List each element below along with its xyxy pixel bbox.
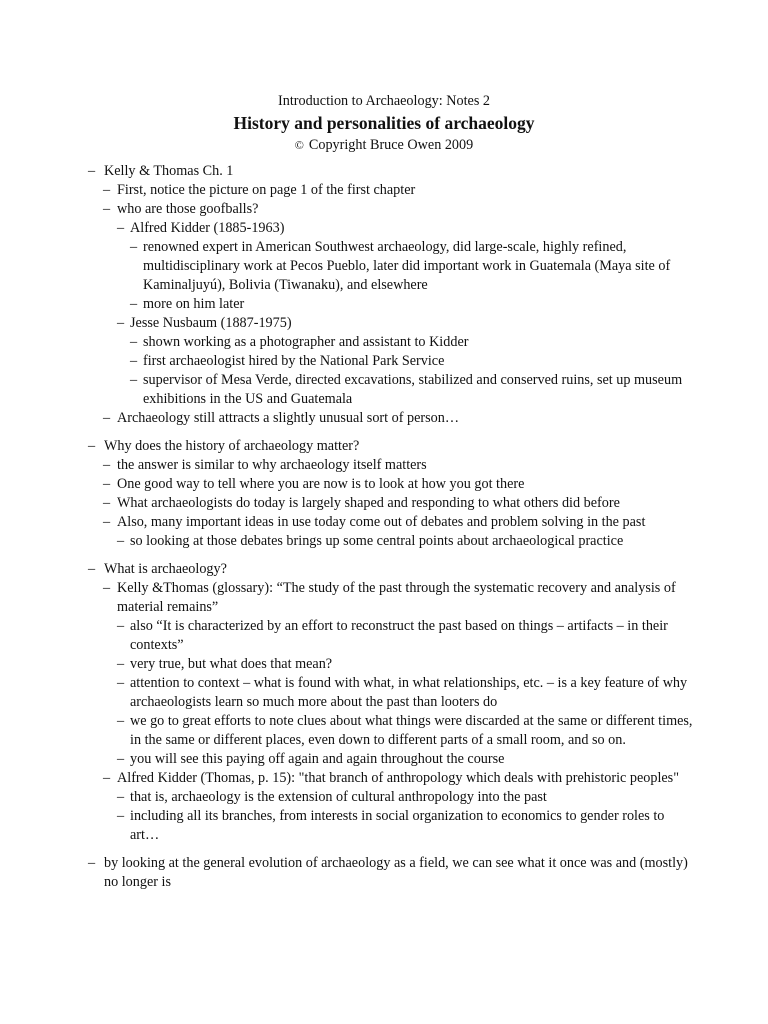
- outline-item: [0, 238, 768, 295]
- bullet-dash: –: [88, 438, 96, 454]
- outline-item: [0, 769, 768, 788]
- outline-item-text: Kelly &Thomas (glossary): “The study of the past through the systematic recovery and analysis of material remains”: [117, 580, 676, 615]
- copyright-icon: ©: [294, 138, 304, 152]
- bullet-dash: –: [130, 334, 138, 350]
- copyright-line: [0, 135, 768, 155]
- bullet-dash: –: [103, 514, 111, 530]
- outline-item-text: more on him later: [143, 296, 245, 312]
- outline-item-text: Jesse Nusbaum (1887-1975): [130, 315, 292, 331]
- bullet-dash: –: [130, 296, 138, 312]
- outline-item-text: Alfred Kidder (1885-1963): [130, 220, 285, 236]
- outline-item: [0, 456, 768, 475]
- outline-item: [0, 788, 768, 807]
- bullet-dash: –: [117, 315, 125, 331]
- outline-item-text: so looking at those debates brings up some central points about archaeological practice: [130, 533, 624, 549]
- bullet-dash: –: [117, 220, 125, 236]
- outline-item: [0, 655, 768, 674]
- bullet-dash: –: [103, 770, 111, 786]
- outline-item: [0, 674, 768, 712]
- outline-item-text: who are those goofballs?: [117, 201, 259, 217]
- outline-item: [0, 494, 768, 513]
- outline-item-text: first archaeologist hired by the National Park Service: [143, 353, 445, 369]
- outline-item: [0, 807, 768, 845]
- outline-item-text: attention to context – what is found with what, in what relationships, etc. – is a key feature of why archaeologists learn so much more about the past than looters do: [130, 675, 688, 710]
- outline-item-text: Kelly & Thomas Ch. 1: [104, 163, 234, 179]
- bullet-dash: –: [103, 495, 111, 511]
- bullet-dash: –: [103, 410, 111, 426]
- outline-item-text: What is archaeology?: [104, 561, 227, 577]
- bullet-dash: –: [130, 353, 138, 369]
- outline-item-text: Why does the history of archaeology matter?: [104, 438, 360, 454]
- bullet-dash: –: [117, 656, 125, 672]
- outline-item-text: First, notice the picture on page 1 of the first chapter: [117, 182, 416, 198]
- bullet-dash: –: [130, 239, 138, 255]
- outline-item-text: that is, archaeology is the extension of cultural anthropology into the past: [130, 789, 547, 805]
- outline-item-text: shown working as a photographer and assistant to Kidder: [143, 334, 469, 350]
- bullet-dash: –: [103, 580, 111, 596]
- outline-item: [0, 854, 768, 892]
- outline-item-text: by looking at the general evolution of archaeology as a field, we can see what it once was and (mostly) no longer is: [104, 855, 688, 890]
- outline-item-text: Archaeology still attracts a slightly unusual sort of person…: [117, 410, 460, 426]
- outline-item-text: very true, but what does that mean?: [130, 656, 333, 672]
- bullet-dash: –: [117, 675, 125, 691]
- bullet-dash: –: [117, 751, 125, 767]
- bullet-dash: –: [117, 533, 125, 549]
- outline-item: [0, 352, 768, 371]
- bullet-dash: –: [117, 789, 125, 805]
- outline-item: [0, 371, 768, 409]
- outline-item: [0, 333, 768, 352]
- outline-item-text: also “It is characterized by an effort to reconstruct the past based on things – artifacts – in their contexts”: [130, 618, 668, 653]
- notes-outline: [0, 162, 768, 892]
- outline-item: [0, 475, 768, 494]
- page-title: History and personalities of archaeology: [233, 113, 535, 133]
- outline-item-text: supervisor of Mesa Verde, directed excavations, stabilized and conserved ruins, set up museum exhibitions in the US and Guatemala: [143, 372, 683, 407]
- outline-item-text: you will see this paying off again and again throughout the course: [130, 751, 505, 767]
- outline-item: [0, 162, 768, 181]
- bullet-dash: –: [88, 561, 96, 577]
- bullet-dash: –: [88, 163, 96, 179]
- outline-item: [0, 295, 768, 314]
- outline-item: [0, 409, 768, 428]
- outline-item: [0, 560, 768, 579]
- copyright-text: Copyright Bruce Owen 2009: [308, 137, 474, 153]
- bullet-dash: –: [103, 201, 111, 217]
- bullet-dash: –: [117, 618, 125, 634]
- outline-item-text: One good way to tell where you are now is to look at how you got there: [117, 476, 525, 492]
- bullet-dash: –: [103, 457, 111, 473]
- outline-item: [0, 437, 768, 456]
- outline-item: [0, 712, 768, 750]
- outline-item: [0, 532, 768, 551]
- outline-item: [0, 200, 768, 219]
- outline-item-text: Alfred Kidder (Thomas, p. 15): "that branch of anthropology which deals with prehistoric peoples": [117, 770, 679, 786]
- bullet-dash: –: [117, 713, 125, 729]
- outline-item: [0, 181, 768, 200]
- outline-item: [0, 750, 768, 769]
- outline-item-text: the answer is similar to why archaeology itself matters: [117, 457, 427, 473]
- outline-item: [0, 513, 768, 532]
- outline-item-text: What archaeologists do today is largely shaped and responding to what others did before: [117, 495, 620, 511]
- bullet-dash: –: [88, 855, 96, 871]
- course-subtitle: Introduction to Archaeology: Notes 2: [278, 93, 490, 109]
- outline-item: [0, 314, 768, 333]
- outline-item-text: including all its branches, from interests in social organization to economics to gender roles to art…: [130, 808, 665, 843]
- outline-item: [0, 617, 768, 655]
- bullet-dash: –: [130, 372, 138, 388]
- outline-item-text: Also, many important ideas in use today come out of debates and problem solving in the past: [117, 514, 646, 530]
- document-header: [0, 91, 768, 155]
- bullet-dash: –: [103, 476, 111, 492]
- outline-item-text: renowned expert in American Southwest archaeology, did large-scale, highly refined, multidisciplinary work at Pecos Pueblo, later did important work in Guatemala (Maya site of Kaminaljuyú), Bolivia (Tiwanaku), and elsewhere: [143, 239, 671, 293]
- outline-item: [0, 219, 768, 238]
- bullet-dash: –: [103, 182, 111, 198]
- outline-item: [0, 579, 768, 617]
- bullet-dash: –: [117, 808, 125, 824]
- outline-item-text: we go to great efforts to note clues about what things were discarded at the same or different times, in the same or different places, even down to different parts of a small room, and so on.: [130, 713, 693, 748]
